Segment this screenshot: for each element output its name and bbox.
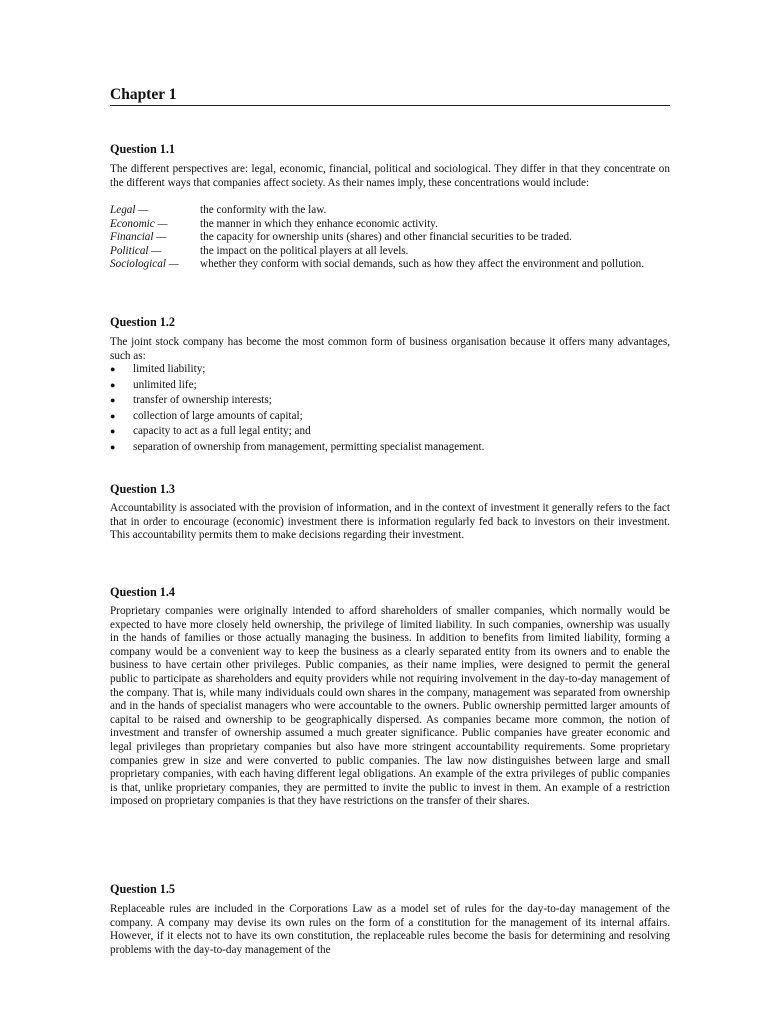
definition-row bbox=[110, 218, 670, 232]
question-1-4-body: Proprietary companies were originally intended to afford shareholders of smaller companies, which normally would be expected to have more closely held ownership, the privilege of limited liability. In such companies, ownership was usually in the hands of families or those actually managing the business. In addition to benefits from limited liability, forming a company would be a convenient way to keep the business as a clearly separated entity from its owners and to enable the business to have certain other privileges. Public companies, as their name implies, were designed to permit the general public to participate as shareholders and equity providers while not requiring involvement in the day-to-day management of the company. That is, while many individuals could own shares in the company, management was separated from ownership and in the hands of specialist managers who were accountable to the owners. Public ownership permitted larger amounts of capital to be raised and ownership to be geographically dispersed. As companies became more common, the notion of investment and transfer of ownership assumed a much greater significance. Public companies have greater economic and legal privileges than proprietary companies but also have more stringent accountability requirements. Some proprietary companies grew in size and were converted to public companies. The law now distinguishes between large and small proprietary companies, with each having different legal obligations. An example of the extra privileges of public companies is that, unlike proprietary companies, they are permitted to invite the public to invest in them. An example of a restriction imposed on proprietary companies is that they have restrictions on the transfer of their shares. bbox=[110, 605, 670, 808]
question-1-5-body: Replaceable rules are included in the Corporations Law as a model set of rules for the day-to-day management of the company. A company may devise its own rules on the form of a constitution for the management of its internal affairs. However, if it elects not to have its own constitution, the replaceable rules become the basis for determining and resolving problems with the day-to-day management of the bbox=[110, 903, 670, 956]
list-item bbox=[110, 393, 670, 409]
chapter-title: Chapter 1 bbox=[110, 86, 670, 106]
question-1-2-intro: The joint stock company has become the most common form of business organisation because it offers many advantages, such as: bbox=[110, 336, 670, 362]
definition-text: the conformity with the law. bbox=[200, 204, 327, 216]
perspectives-definition-list bbox=[110, 204, 670, 272]
definition-term: Economic — bbox=[110, 217, 168, 230]
list-item bbox=[110, 362, 670, 378]
definition-text: the manner in which they enhance economic activity. bbox=[200, 217, 438, 230]
question-1-2-heading: Question 1.2 bbox=[110, 315, 176, 329]
definition-row bbox=[110, 245, 670, 259]
definition-term: Financial — bbox=[110, 231, 167, 244]
list-item bbox=[110, 424, 670, 440]
list-item-text: capacity to act as a full legal entity; and bbox=[133, 425, 311, 438]
definition-row bbox=[110, 204, 670, 218]
list-item-text: unlimited life; bbox=[133, 378, 197, 391]
bullet-icon: ● bbox=[110, 441, 116, 452]
list-item bbox=[110, 378, 670, 394]
list-item bbox=[110, 409, 670, 425]
list-item-text: limited liability; bbox=[133, 363, 206, 375]
list-item-text: transfer of ownership interests; bbox=[133, 394, 272, 407]
question-1-1-heading: Question 1.1 bbox=[110, 142, 176, 156]
bullet-icon: ● bbox=[110, 395, 116, 406]
question-1-1-intro: The different perspectives are: legal, economic, financial, political and sociological. They differ in that they concentrate on the different ways that companies affect society. As their names imply, these concentrations would include: bbox=[110, 163, 670, 189]
definition-row bbox=[110, 258, 670, 272]
question-1-3-body: Accountability is associated with the provision of information, and in the context of investment it generally refers to the fact that in order to encourage (economic) investment there is information regularly fed back to investors on their investment. This accountability permits them to make decisions regarding their investment. bbox=[110, 502, 670, 542]
question-1-4-heading: Question 1.4 bbox=[110, 585, 176, 599]
list-item bbox=[110, 440, 670, 456]
definition-term: Political — bbox=[110, 244, 162, 257]
list-item-text: separation of ownership from management, permitting specialist management. bbox=[133, 440, 485, 453]
advantages-bullet-list bbox=[110, 362, 670, 456]
definition-term: Sociological — bbox=[110, 258, 179, 271]
bullet-icon: ● bbox=[110, 364, 116, 374]
question-1-5-heading: Question 1.5 bbox=[110, 882, 176, 896]
question-1-3-heading: Question 1.3 bbox=[110, 482, 176, 496]
definition-row bbox=[110, 231, 670, 245]
definition-text: the capacity for ownership units (shares) and other financial securities to be traded. bbox=[200, 231, 572, 244]
list-item-text: collection of large amounts of capital; bbox=[133, 409, 303, 422]
bullet-icon: ● bbox=[110, 379, 116, 390]
definition-term: Legal — bbox=[110, 204, 149, 216]
bullet-icon: ● bbox=[110, 426, 116, 437]
definition-text: the impact on the political players at all levels. bbox=[200, 244, 409, 257]
bullet-icon: ● bbox=[110, 410, 116, 421]
definition-text: whether they conform with social demands, such as how they affect the environment and pollution. bbox=[200, 258, 645, 271]
